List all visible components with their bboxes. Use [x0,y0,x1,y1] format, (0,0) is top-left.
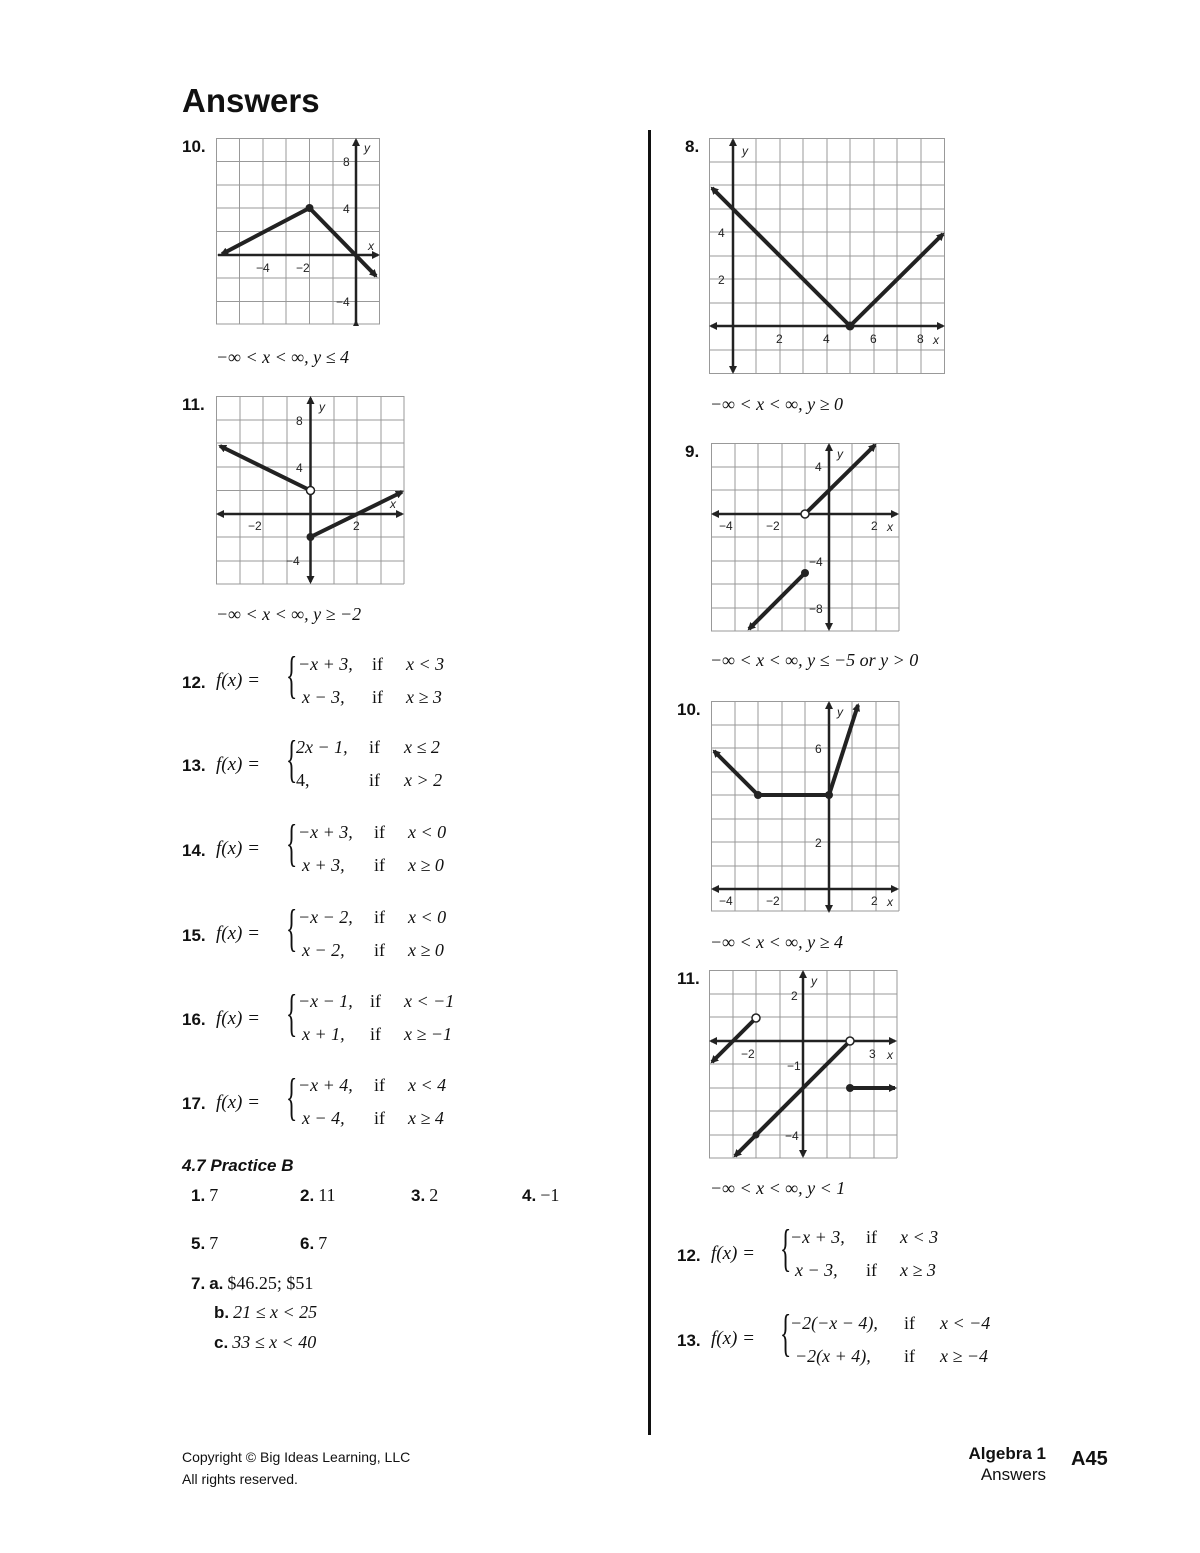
function-label: f(x) = [216,670,260,691]
condition: x < −1 [404,991,455,1011]
expr: 4, [296,770,310,790]
axis-label: x [887,1048,893,1062]
tick-label: −1 [787,1059,801,1073]
answer-number: 4. [522,1186,537,1205]
if-word: if [369,737,380,757]
answer-number: 5. [191,1234,206,1253]
if-word: if [866,1227,877,1247]
answer-value: 7 [209,1233,219,1253]
if-word: if [374,822,385,842]
problem-number: 15. [182,926,206,945]
if-word: if [374,1075,385,1095]
page-number: A45 [1071,1448,1108,1470]
tick-label: 6 [815,742,822,756]
condition: x ≥ −4 [940,1346,989,1366]
condition: x < −4 [940,1313,991,1333]
axis-label: y [319,400,325,414]
brace: { [780,1220,792,1277]
answer-number: 7. [191,1274,206,1293]
expr: x + 1, [302,1024,345,1044]
answer-number: 3. [411,1186,426,1205]
axis-label: y [837,447,843,461]
rights-text: All rights reserved. [182,1471,298,1487]
sub-label: b. [214,1303,230,1322]
answer-item [191,1185,218,1206]
axis-label: x [368,239,374,253]
brace: { [286,1069,298,1126]
tick-label: 3 [869,1047,876,1061]
condition: x ≥ 4 [408,1108,444,1128]
function-label: f(x) = [216,1092,260,1113]
problem-number: 11. [182,395,205,414]
book-title: Algebra 1 [968,1444,1046,1463]
axis-label: x [933,333,939,347]
function-label: f(x) = [216,1008,260,1029]
page-title: Answers [182,82,320,119]
expr: x − 3, [302,687,345,707]
tick-label: −2 [296,261,310,275]
range-text: −∞ < x < ∞, y ≤ −5 or y > 0 [710,650,919,670]
footer-copyright [182,1446,410,1490]
graph-right-11 [709,970,899,1160]
function-label: f(x) = [711,1328,755,1349]
answer-value: 33 ≤ x < 40 [232,1332,317,1352]
expr: −x − 1, [298,991,353,1011]
range-text: −∞ < x < ∞, y ≤ 4 [216,347,349,367]
tick-label: 8 [296,414,303,428]
answer-item [411,1185,438,1206]
expr: −2(−x − 4), [790,1313,878,1333]
range-text: −∞ < x < ∞, y < 1 [710,1178,846,1198]
problem-number: 16. [182,1010,206,1029]
expr: −x − 2, [298,907,353,927]
range-text: −∞ < x < ∞, y ≥ −2 [216,604,362,624]
tick-label: 4 [815,460,822,474]
brace: { [286,731,298,788]
problem-number: 10. [677,700,701,719]
answer-item [522,1185,559,1206]
tick-label: 2 [815,836,822,850]
tick-label: −8 [809,602,823,616]
tick-label: −4 [719,519,733,533]
if-word: if [904,1313,915,1333]
if-word: if [904,1346,915,1366]
axis-label: y [837,705,843,719]
if-word: if [370,991,381,1011]
problem-number: 12. [677,1246,701,1265]
condition: x ≥ −1 [404,1024,453,1044]
problem-number: 17. [182,1094,206,1113]
problem-number: 14. [182,841,206,860]
problem-number: 12. [182,673,206,692]
answer-number: 1. [191,1186,206,1205]
answer-value: 2 [429,1185,439,1205]
answer-item-7c [214,1332,316,1353]
answer-value: $46.25; $51 [227,1273,314,1293]
brace: { [286,985,298,1042]
tick-label: 2 [791,989,798,1003]
tick-label: −2 [766,519,780,533]
tick-label: 6 [870,332,877,346]
range-text: −∞ < x < ∞, y ≥ 4 [710,932,843,952]
condition: x < 3 [406,654,445,674]
condition: x < 4 [408,1075,447,1095]
if-word: if [369,770,380,790]
graph-left-11 [216,396,406,586]
condition: x ≤ 2 [404,737,440,757]
condition: x < 0 [408,907,447,927]
column-divider [648,130,651,1435]
expr: −x + 3, [790,1227,845,1247]
if-word: if [372,687,383,707]
tick-label: −2 [766,894,780,908]
brace: { [286,815,298,872]
answer-item [300,1233,327,1254]
condition: x ≥ 3 [406,687,442,707]
answer-value: 7 [209,1185,219,1205]
if-word: if [370,1024,381,1044]
expr: x − 3, [795,1260,838,1280]
tick-label: 4 [823,332,830,346]
axis-label: y [811,974,817,988]
expr: x + 3, [302,855,345,875]
function-label: f(x) = [711,1243,755,1264]
axis-label: x [887,520,893,534]
tick-label: −2 [248,519,262,533]
function-label: f(x) = [216,754,260,775]
axis-label: y [742,144,748,158]
sub-label: a. [209,1274,224,1293]
brace: { [286,647,298,704]
range-text: −∞ < x < ∞, y ≥ 0 [710,394,843,414]
expr: x − 2, [302,940,345,960]
function-label: f(x) = [216,838,260,859]
condition: x ≥ 0 [408,855,444,875]
answer-number: 2. [300,1186,315,1205]
answer-value: −1 [540,1185,560,1205]
tick-label: −4 [719,894,733,908]
answer-value: 7 [318,1233,328,1253]
if-word: if [374,855,385,875]
graph-right-9 [711,443,901,633]
if-word: if [372,654,383,674]
answer-value: 21 ≤ x < 25 [233,1302,318,1322]
section-heading: 4.7 Practice B [182,1156,294,1175]
condition: x ≥ 0 [408,940,444,960]
function-label: f(x) = [216,923,260,944]
condition: x > 2 [404,770,443,790]
footer-book-info [956,1444,1046,1485]
axis-label: x [887,895,893,909]
axis-label: x [390,497,396,511]
if-word: if [374,1108,385,1128]
tick-label: 4 [296,461,303,475]
condition: x ≥ 3 [900,1260,936,1280]
problem-number: 11. [677,969,700,988]
brace: { [286,900,298,957]
problem-number: 8. [685,137,700,156]
expr: 2x − 1, [296,737,348,757]
tick-label: 8 [343,155,350,169]
brace: { [780,1305,792,1362]
if-word: if [374,940,385,960]
expr: −2(x + 4), [795,1346,871,1366]
section-name: Answers [980,1465,1046,1484]
expr: −x + 3, [298,654,353,674]
if-word: if [866,1260,877,1280]
tick-label: 2 [871,894,878,908]
tick-label: 8 [917,332,924,346]
problem-number: 13. [677,1331,701,1350]
expr: x − 4, [302,1108,345,1128]
graph-right-10 [711,701,901,913]
problem-number: 13. [182,756,206,775]
answer-item-7b [214,1302,317,1323]
answer-item [191,1233,218,1254]
tick-label: 2 [718,273,725,287]
answer-item-7 [191,1273,313,1294]
problem-number: 9. [685,442,700,461]
tick-label: 2 [871,519,878,533]
tick-label: −4 [256,261,270,275]
condition: x < 0 [408,822,447,842]
if-word: if [374,907,385,927]
answer-value: 11 [318,1185,336,1205]
expr: −x + 4, [298,1075,353,1095]
condition: x < 3 [900,1227,939,1247]
axis-label: y [364,141,370,155]
sub-label: c. [214,1333,229,1352]
copyright-text: Copyright © Big Ideas Learning, LLC [182,1449,411,1465]
tick-label: 4 [343,202,350,216]
graph-left-10 [216,138,382,326]
tick-label: 2 [353,519,360,533]
tick-label: −4 [336,295,350,309]
tick-label: −4 [809,555,823,569]
expr: −x + 3, [298,822,353,842]
tick-label: 4 [718,226,725,240]
tick-label: −4 [286,554,300,568]
problem-number: 10. [182,137,206,156]
tick-label: −4 [785,1129,799,1143]
answer-number: 6. [300,1234,315,1253]
graph-right-8 [709,138,947,376]
answer-item [300,1185,336,1206]
tick-label: 2 [776,332,783,346]
tick-label: −2 [741,1047,755,1061]
